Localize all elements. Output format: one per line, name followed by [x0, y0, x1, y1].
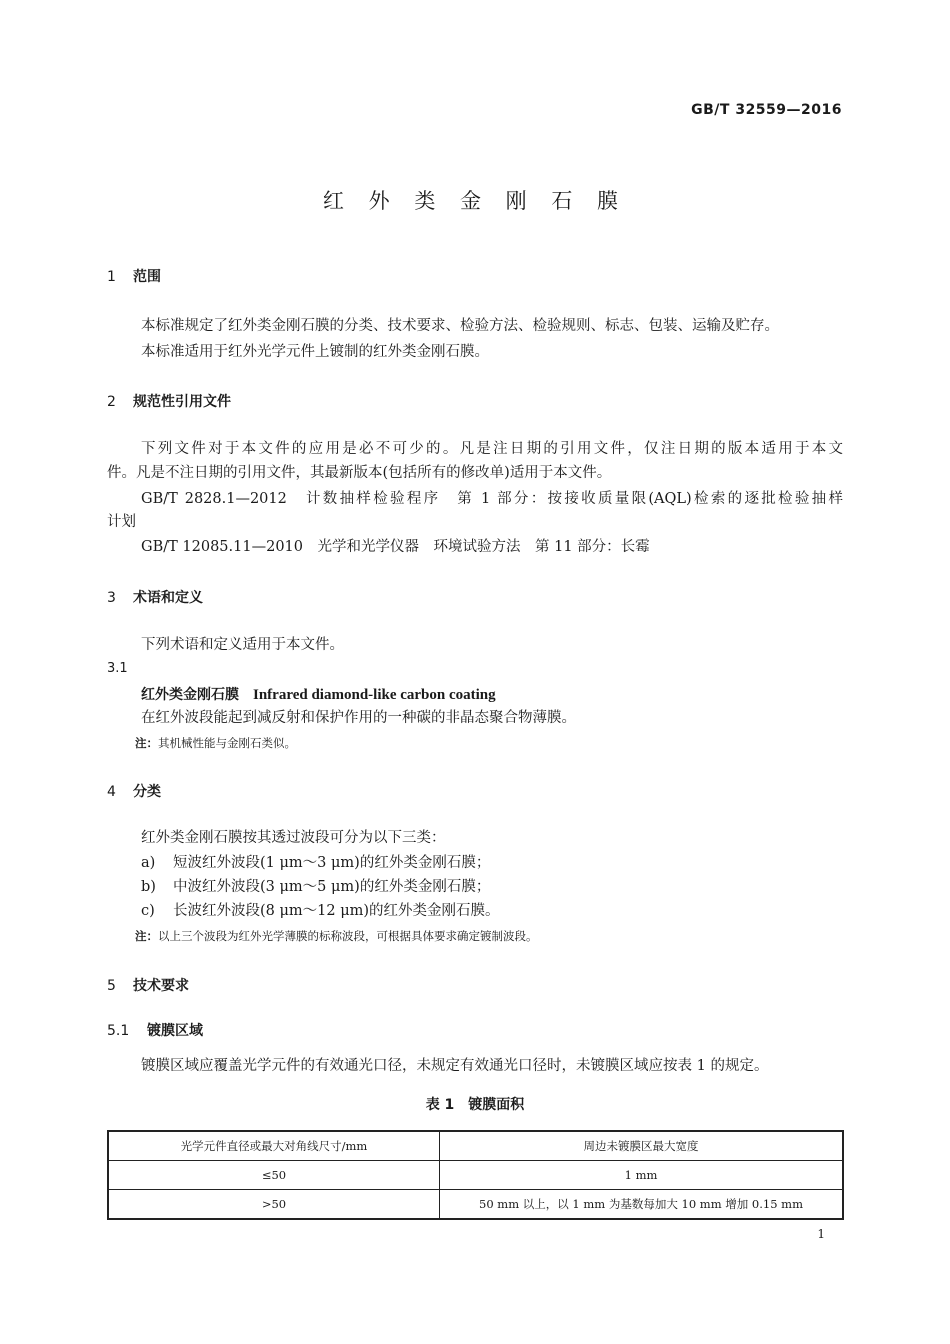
section-5-heading [107, 975, 189, 995]
standard-code: GB/T 32559—2016 [691, 102, 842, 118]
table-header-cell: 周边未镀膜区最大宽度 [440, 1131, 844, 1161]
reference-item: GB/T 12085.11—2010 光学和光学仪器 环境试验方法 第 11 部分：长霉 [141, 539, 650, 555]
note-label: 注： [135, 929, 158, 943]
table-row [108, 1161, 843, 1190]
list-item [141, 851, 490, 875]
section-title: 分类 [133, 784, 161, 800]
term-number: 3.1 [107, 661, 128, 676]
section-3-heading [107, 587, 203, 607]
section-number: 5 [107, 978, 116, 994]
table-cell: >50 [108, 1190, 440, 1220]
table-header-cell: 光学元件直径或最大对角线尺寸/mm [108, 1131, 440, 1161]
section-number: 3 [107, 590, 116, 606]
section-1-heading [107, 266, 161, 286]
paragraph: 件。凡是不注日期的引用文件，其最新版本(包括所有的修改单)适用于本文件。 [107, 465, 612, 481]
table-cell: 50 mm 以上，以 1 mm 为基数每加大 10 mm 增加 0.15 mm [440, 1190, 844, 1220]
section-title: 术语和定义 [133, 590, 203, 606]
note-text: 以上三个波段为红外光学薄膜的标称波段，可根据具体要求确定镀制波段。 [158, 929, 538, 943]
section-4-heading [107, 781, 161, 801]
document-title: 红 外 类 金 刚 石 膜 [322, 189, 628, 213]
paragraph: 下列术语和定义适用于本文件。 [141, 637, 344, 653]
term-entry [141, 684, 496, 704]
table-row [108, 1190, 843, 1220]
list-item-text: 短波红外波段(1 μm～3 μm)的红外类金刚石膜； [173, 855, 491, 871]
list-item-text: 长波红外波段(8 μm～12 μm)的红外类金刚石膜。 [173, 903, 500, 919]
paragraph: 镀膜区域应覆盖光学元件的有效通光口径，未规定有效通光口径时，未镀膜区域应按表 1 的规定。 [141, 1058, 769, 1074]
section-title: 规范性引用文件 [133, 394, 231, 410]
list-item [141, 899, 500, 923]
page-number: 1 [817, 1227, 825, 1241]
reference-item-continued: 计划 [107, 514, 136, 530]
note [135, 928, 538, 944]
list-item [141, 875, 490, 899]
list-item-label: a) [141, 855, 156, 871]
section-title: 技术要求 [133, 978, 189, 994]
table-caption: 表 1 镀膜面积 [425, 1097, 525, 1113]
note [135, 735, 296, 751]
paragraph: 本标准适用于红外光学元件上镀制的红外类金刚石膜。 [141, 344, 489, 360]
table-cell: 1 mm [440, 1161, 844, 1190]
section-title: 范围 [133, 269, 161, 285]
section-number: 1 [107, 269, 116, 285]
coating-area-table [107, 1130, 844, 1220]
paragraph: 红外类金刚石膜按其透过波段可分为以下三类： [141, 830, 446, 846]
subsection-heading [107, 1020, 203, 1040]
table-cell: ≤50 [108, 1161, 440, 1190]
section-number: 2 [107, 394, 116, 410]
note-text: 其机械性能与金刚石类似。 [158, 736, 296, 750]
section-number: 4 [107, 784, 116, 800]
table-header-row [108, 1131, 843, 1161]
subsection-number: 5.1 [107, 1023, 130, 1039]
subsection-title: 镀膜区域 [147, 1023, 203, 1039]
list-item-label: c) [141, 903, 155, 919]
note-label: 注： [135, 736, 158, 750]
paragraph: 本标准规定了红外类金刚石膜的分类、技术要求、检验方法、检验规则、标志、包装、运输及贮存。 [141, 318, 779, 334]
paragraph: 下列文件对于本文件的应用是必不可少的。凡是注日期的引用文件，仅注日期的版本适用于本文 [141, 441, 843, 457]
term-english: Infrared diamond-like carbon coating [253, 687, 496, 703]
term-definition: 在红外波段能起到减反射和保护作用的一种碳的非晶态聚合物薄膜。 [141, 710, 576, 726]
list-item-text: 中波红外波段(3 μm～5 μm)的红外类金刚石膜； [173, 879, 491, 895]
reference-item: GB/T 2828.1—2012 计数抽样检验程序 第 1 部分：按接收质量限(AQL)检索的逐批检验抽样 [141, 491, 843, 507]
section-2-heading [107, 391, 231, 411]
list-item-label: b) [141, 879, 156, 895]
term-chinese: 红外类金刚石膜 [141, 687, 239, 703]
